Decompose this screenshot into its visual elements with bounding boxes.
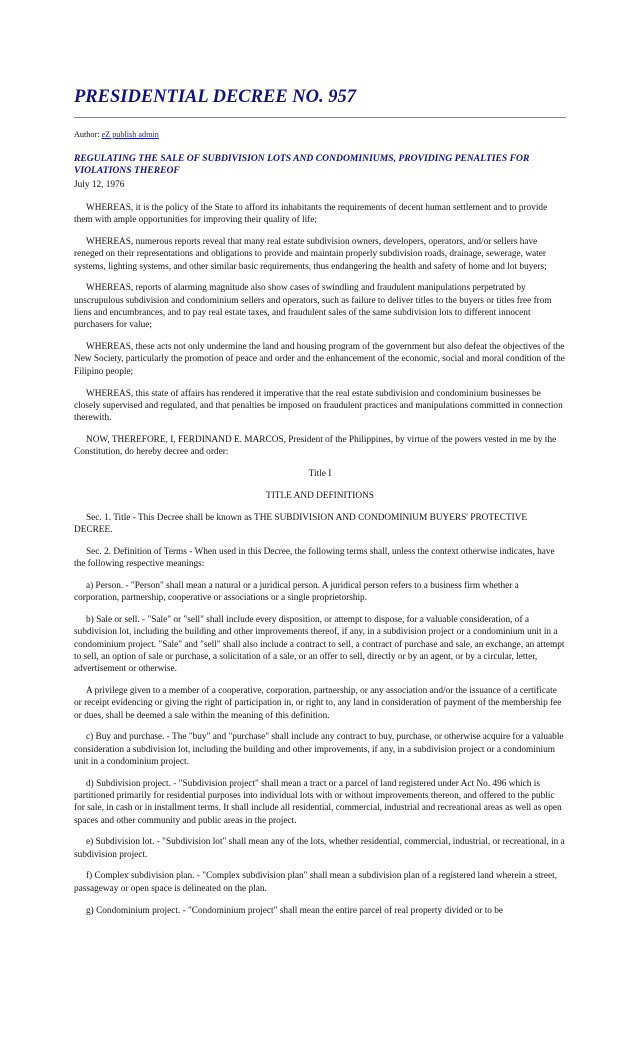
paragraph-now-therefore: NOW, THEREFORE, I, FERDINAND E. MARCOS, President of the Philippines, by virtue of the powers vested in me by the Constitution, do hereby decree and order: — [74, 434, 557, 458]
page-title: PRESIDENTIAL DECREE NO. 957 — [74, 87, 357, 107]
paragraph-whereas-5: WHEREAS, this state of affairs has rendered it imperative that the real estate subdivision and condominium businesses be closely supervised and regulated, and that penalties be imposed on fraudulent practices and manipulations committed in connection therewith. — [74, 388, 563, 424]
paragraph-def-subdivision-project: d) Subdivision project. - "Subdivision project" shall mean a tract or a parcel of land registered under Act No. 496 which is partitioned primarily for residential purposes into individual lots with or without improvements thereon, and offered to the public for sale, in cash or in installment terms. It shall include all residential, commercial, industrial and recreational areas as well as open spaces and other community and public areas in the project. — [74, 778, 562, 826]
decree-date: July 12, 1976 — [74, 180, 125, 190]
paragraph-def-subdivision-lot: e) Subdivision lot. - "Subdivision lot" shall mean any of the lots, whether residential, commercial, industrial, or recreational, in a subdivision project. — [74, 837, 565, 860]
document-body — [74, 202, 566, 926]
decree-subject: REGULATING THE SALE OF SUBDIVISION LOTS AND CONDOMINIUMS, PROVIDING PENALTIES FOR VIOLATIONS THEREOF — [74, 153, 530, 177]
paragraph-def-person: a) Person. - "Person" shall mean a natural or a juridical person. A juridical person refers to a business firm whether a corporation, partnership, cooperative or associations or a single proprietorship. — [74, 580, 519, 604]
paragraph-def-buy: c) Buy and purchase. - The "buy" and "purchase" shall include any contract to buy, purchase, or otherwise acquire for a valuable consideration a subdivision lot, including the building and other improvements, if any, in a subdivision project or a condominium unit in a condominium project. — [74, 732, 564, 767]
paragraph-whereas-1: WHEREAS, it is the policy of the State to afford its inhabitants the requirements of decent human settlement and to provide them with ample opportunities for improving their quality of life; — [74, 203, 548, 226]
paragraph-def-sale: b) Sale or sell. - "Sale" or "sell" shall include every disposition, or attempt to dispose, for a valuable consideration, of a subdivision lot, including the building and other improvements thereof, if any, in a subdivision project or a condominium unit in a condominium project. "Sale" and "sell" shall also include a contract to sell, a contract of purchase and sale, an exchange, an attempt to sell, an option of sale or purchase, a solicitation of a sale, or an offer to sell, directly or by an agent, or by a circular, letter, advertisement or otherwise. — [74, 614, 565, 675]
paragraph-def-privilege: A privilege given to a member of a cooperative, corporation, partnership, or any association and/or the issuance of a certificate or receipt evidencing or giving the right of participation in, or right to, any land in consideration of payment of the membership fee or dues, shall be deemed a sale within the meaning of this definition. — [74, 685, 562, 721]
section-heading: TITLE AND DEFINITIONS — [266, 490, 374, 501]
author-line — [74, 129, 159, 141]
paragraph-def-condominium-project: g) Condominium project. - "Condominium project" shall mean the entire parcel of real property divided or to be — [86, 905, 504, 916]
paragraph-whereas-4: WHEREAS, these acts not only undermine the land and housing program of the government but also defeat the objectives of the New Society, particularly the promotion of peace and order and the enhancement of the economic, social and moral condition of the Filipino people; — [74, 342, 565, 377]
paragraph-sec-2: Sec. 2. Definition of Terms - When used in this Decree, the following terms shall, unless the context otherwise indicates, have the following respective meanings: — [74, 546, 555, 570]
paragraph-def-complex-plan: f) Complex subdivision plan. - "Complex subdivision plan" shall mean a subdivision plan of a registered land wherein a street, passageway or open space is delineated on the plan. — [74, 871, 558, 894]
paragraph-whereas-3: WHEREAS, reports of alarming magnitude also show cases of swindling and fraudulent manipulations perpetrated by unscrupulous subdivision and condominium sellers and operators, such as failure to deliver titles to the buyers or titles free from liens and encumbrances, and to pay real estate taxes, and fraudulent sales of the same subdivision lots to different innocent purchasers for value; — [74, 283, 552, 331]
title-divider — [74, 117, 566, 118]
paragraph-whereas-2: WHEREAS, numerous reports reveal that many real estate subdivision owners, developers, operators, and/or sellers have reneged on their representations and obligations to provide and maintain properly subdivision roads, drainage, sewerage, water systems, lighting systems, and other similar basic requirements, thus endangering the health and safety of home and lot buyers; — [74, 237, 547, 272]
title-heading: Title I — [308, 469, 332, 480]
author-link[interactable]: eZ publish admin — [101, 130, 159, 139]
author-label: Author: — [74, 130, 100, 139]
paragraph-sec-1: Sec. 1. Title - This Decree shall be known as THE SUBDIVISION AND CONDOMINIUM BUYERS' PROTECTIVE DECREE. — [74, 512, 528, 535]
